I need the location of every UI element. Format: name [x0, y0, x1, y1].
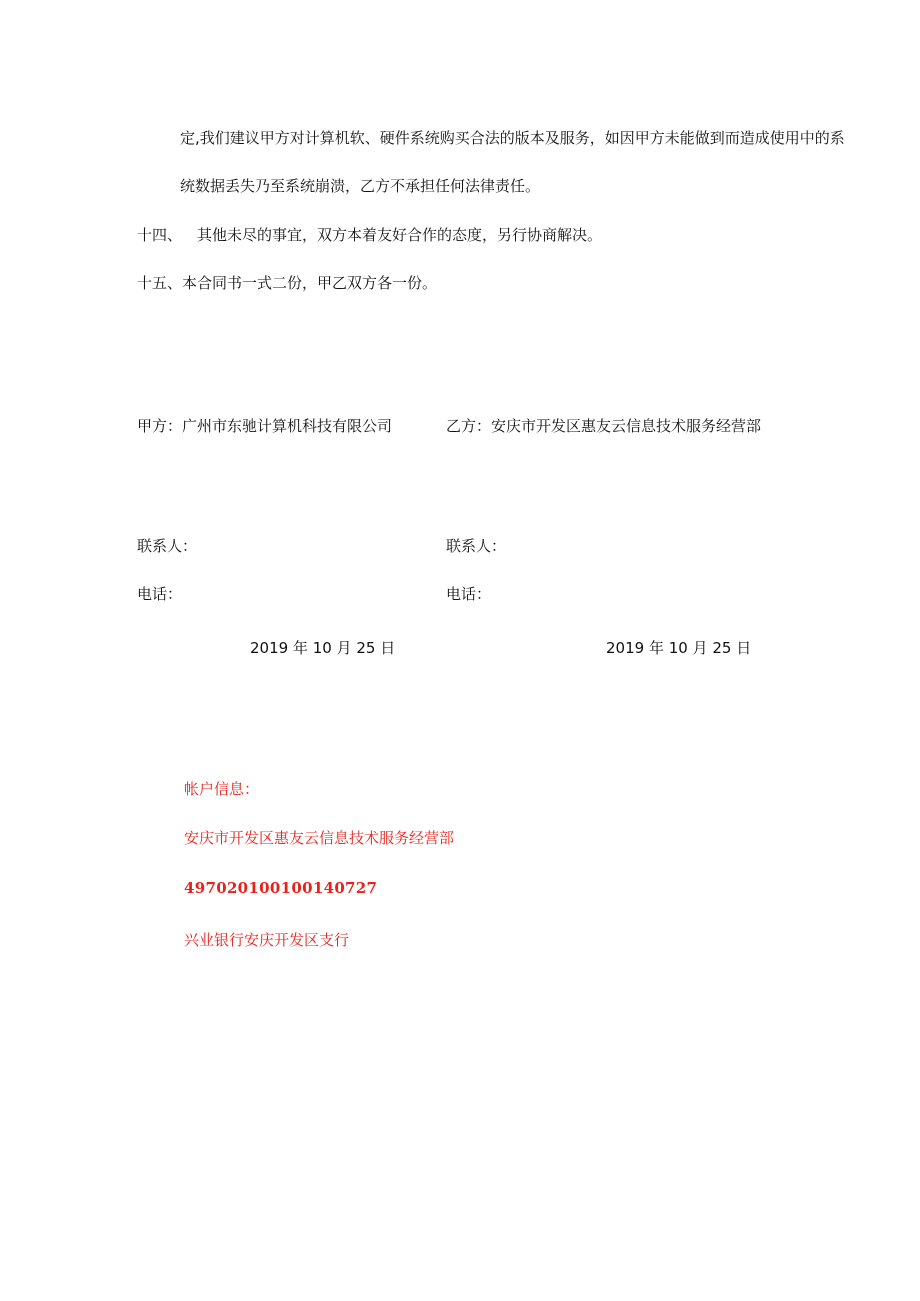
- account-info-heading: 帐户信息：: [184, 780, 260, 798]
- party-b-name: 乙方：安庆市开发区惠友云信息技术服务经营部: [446, 417, 762, 435]
- clause-13-line-1: 定,我们建议甲方对计算机软、硬件系统购买合法的版本及服务，如因甲方未能做到而造成使用中的系: [180, 129, 845, 147]
- party-a-name: 甲方：广州市东驰计算机科技有限公司: [137, 417, 393, 435]
- party-b-date: 2019 年 10 月 25 日: [606, 639, 752, 657]
- clause-14-text: 其他未尽的事宜，双方本着友好合作的态度，另行协商解决。: [197, 226, 603, 244]
- party-a-contact-label: 联系人：: [137, 537, 198, 555]
- party-a-date: 2019 年 10 月 25 日: [250, 639, 396, 657]
- account-number: 497020100100140727: [184, 879, 378, 897]
- party-a-phone-label: 电话：: [137, 585, 183, 603]
- clause-13-line-2: 统数据丢失乃至系统崩溃，乙方不承担任何法律责任。: [180, 177, 541, 195]
- party-b-contact-label: 联系人：: [446, 537, 507, 555]
- bank-name: 兴业银行安庆开发区支行: [184, 931, 350, 949]
- clause-14-number: 十四、: [137, 226, 183, 244]
- account-name: 安庆市开发区惠友云信息技术服务经营部: [184, 829, 455, 847]
- clause-15-text: 十五、本合同书一式二份，甲乙双方各一份。: [137, 274, 438, 292]
- party-b-phone-label: 电话：: [446, 585, 492, 603]
